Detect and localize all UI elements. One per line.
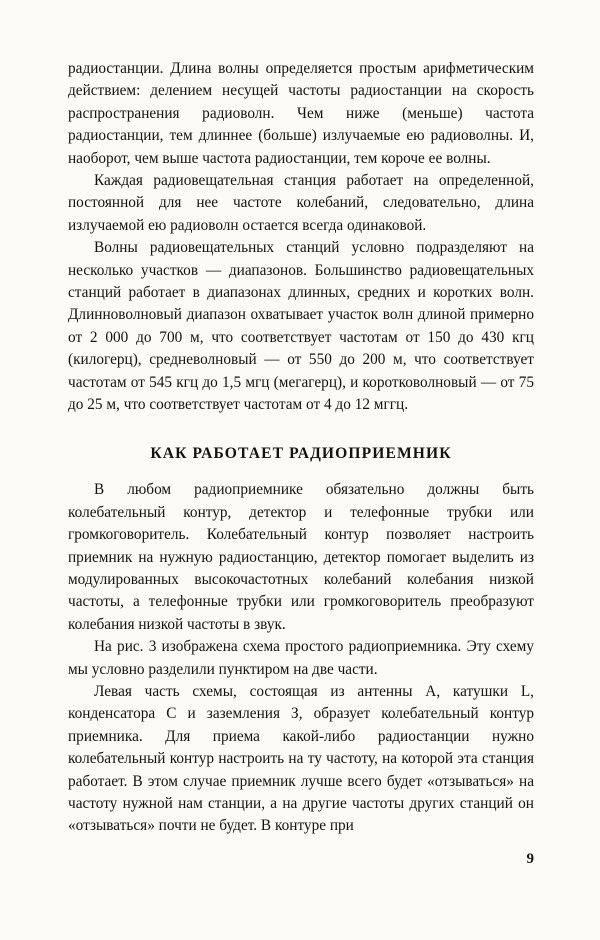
paragraph: Волны радиовещательных станций условно подразделяют на несколько участков — диапазонов. Большинство радиовещательных станций работает в диапазонах длинных, средних и коротких волн. Длинноволновый диапазон охватывает участок волн длиной примерно от 2 000 до 700 м, что соответствует частотам от 150 до 430 кгц (килогерц), средневолновый — от 550 до 200 м, что соответствует частотам от 545 кгц до 1,5 мгц (мегагерц), и коротковолновый — от 75 до 25 м, что соответствует частотам от 4 до 12 мггц. <box>68 239 534 414</box>
paragraph: В любом радиоприемнике обязательно должны быть колебательный контур, детектор и телефонные трубки или громкоговоритель. Колебательный контур позволяет настроить приемник на нужную радиостанцию, детектор помогает выделить из модулированных высокочастотных колебаний колебания низкой частоты, а телефонные трубки или громкоговоритель преобразуют колебания низкой частоты в звук. <box>68 481 534 633</box>
paragraph: Каждая радиовещательная станция работает на определенной, постоянной для нее частоте колебаний, следовательно, длина излучаемой ею радиоволн остается всегда одинаковой. <box>68 172 534 234</box>
page-text-column <box>68 58 534 838</box>
section-heading: КАК РАБОТАЕТ РАДИОПРИЕМНИК <box>150 444 452 462</box>
paragraph: На рис. 3 изображена схема простого радиоприемника. Эту схему мы условно разделили пунктиром на две части. <box>68 638 534 678</box>
paragraph: радиостанции. Длина волны определяется простым арифметическим действием: делением несущей частоты радиостанции на скорость распространения радиоволн. Чем ниже (меньше) частота радиостанции, тем длиннее (больше) излучаемые ею радиоволны. И, наоборот, чем выше частота радиостанции, тем короче ее волны. <box>68 60 534 167</box>
page-number: 9 <box>526 851 534 867</box>
paragraph: Левая часть схемы, состоящая из антенны А, катушки L, конденсатора С и заземления З, образует колебательный контур приемника. Для приема какой-либо радиостанции нужно колебательный контур настроить на ту частоту, на которой эта станция работает. В этом случае приемник лучше всего будет «отзываться» на частоту нужной нам станции, а на другие частоты других станций он «отзываться» почти не будет. В контуре при <box>68 683 534 835</box>
